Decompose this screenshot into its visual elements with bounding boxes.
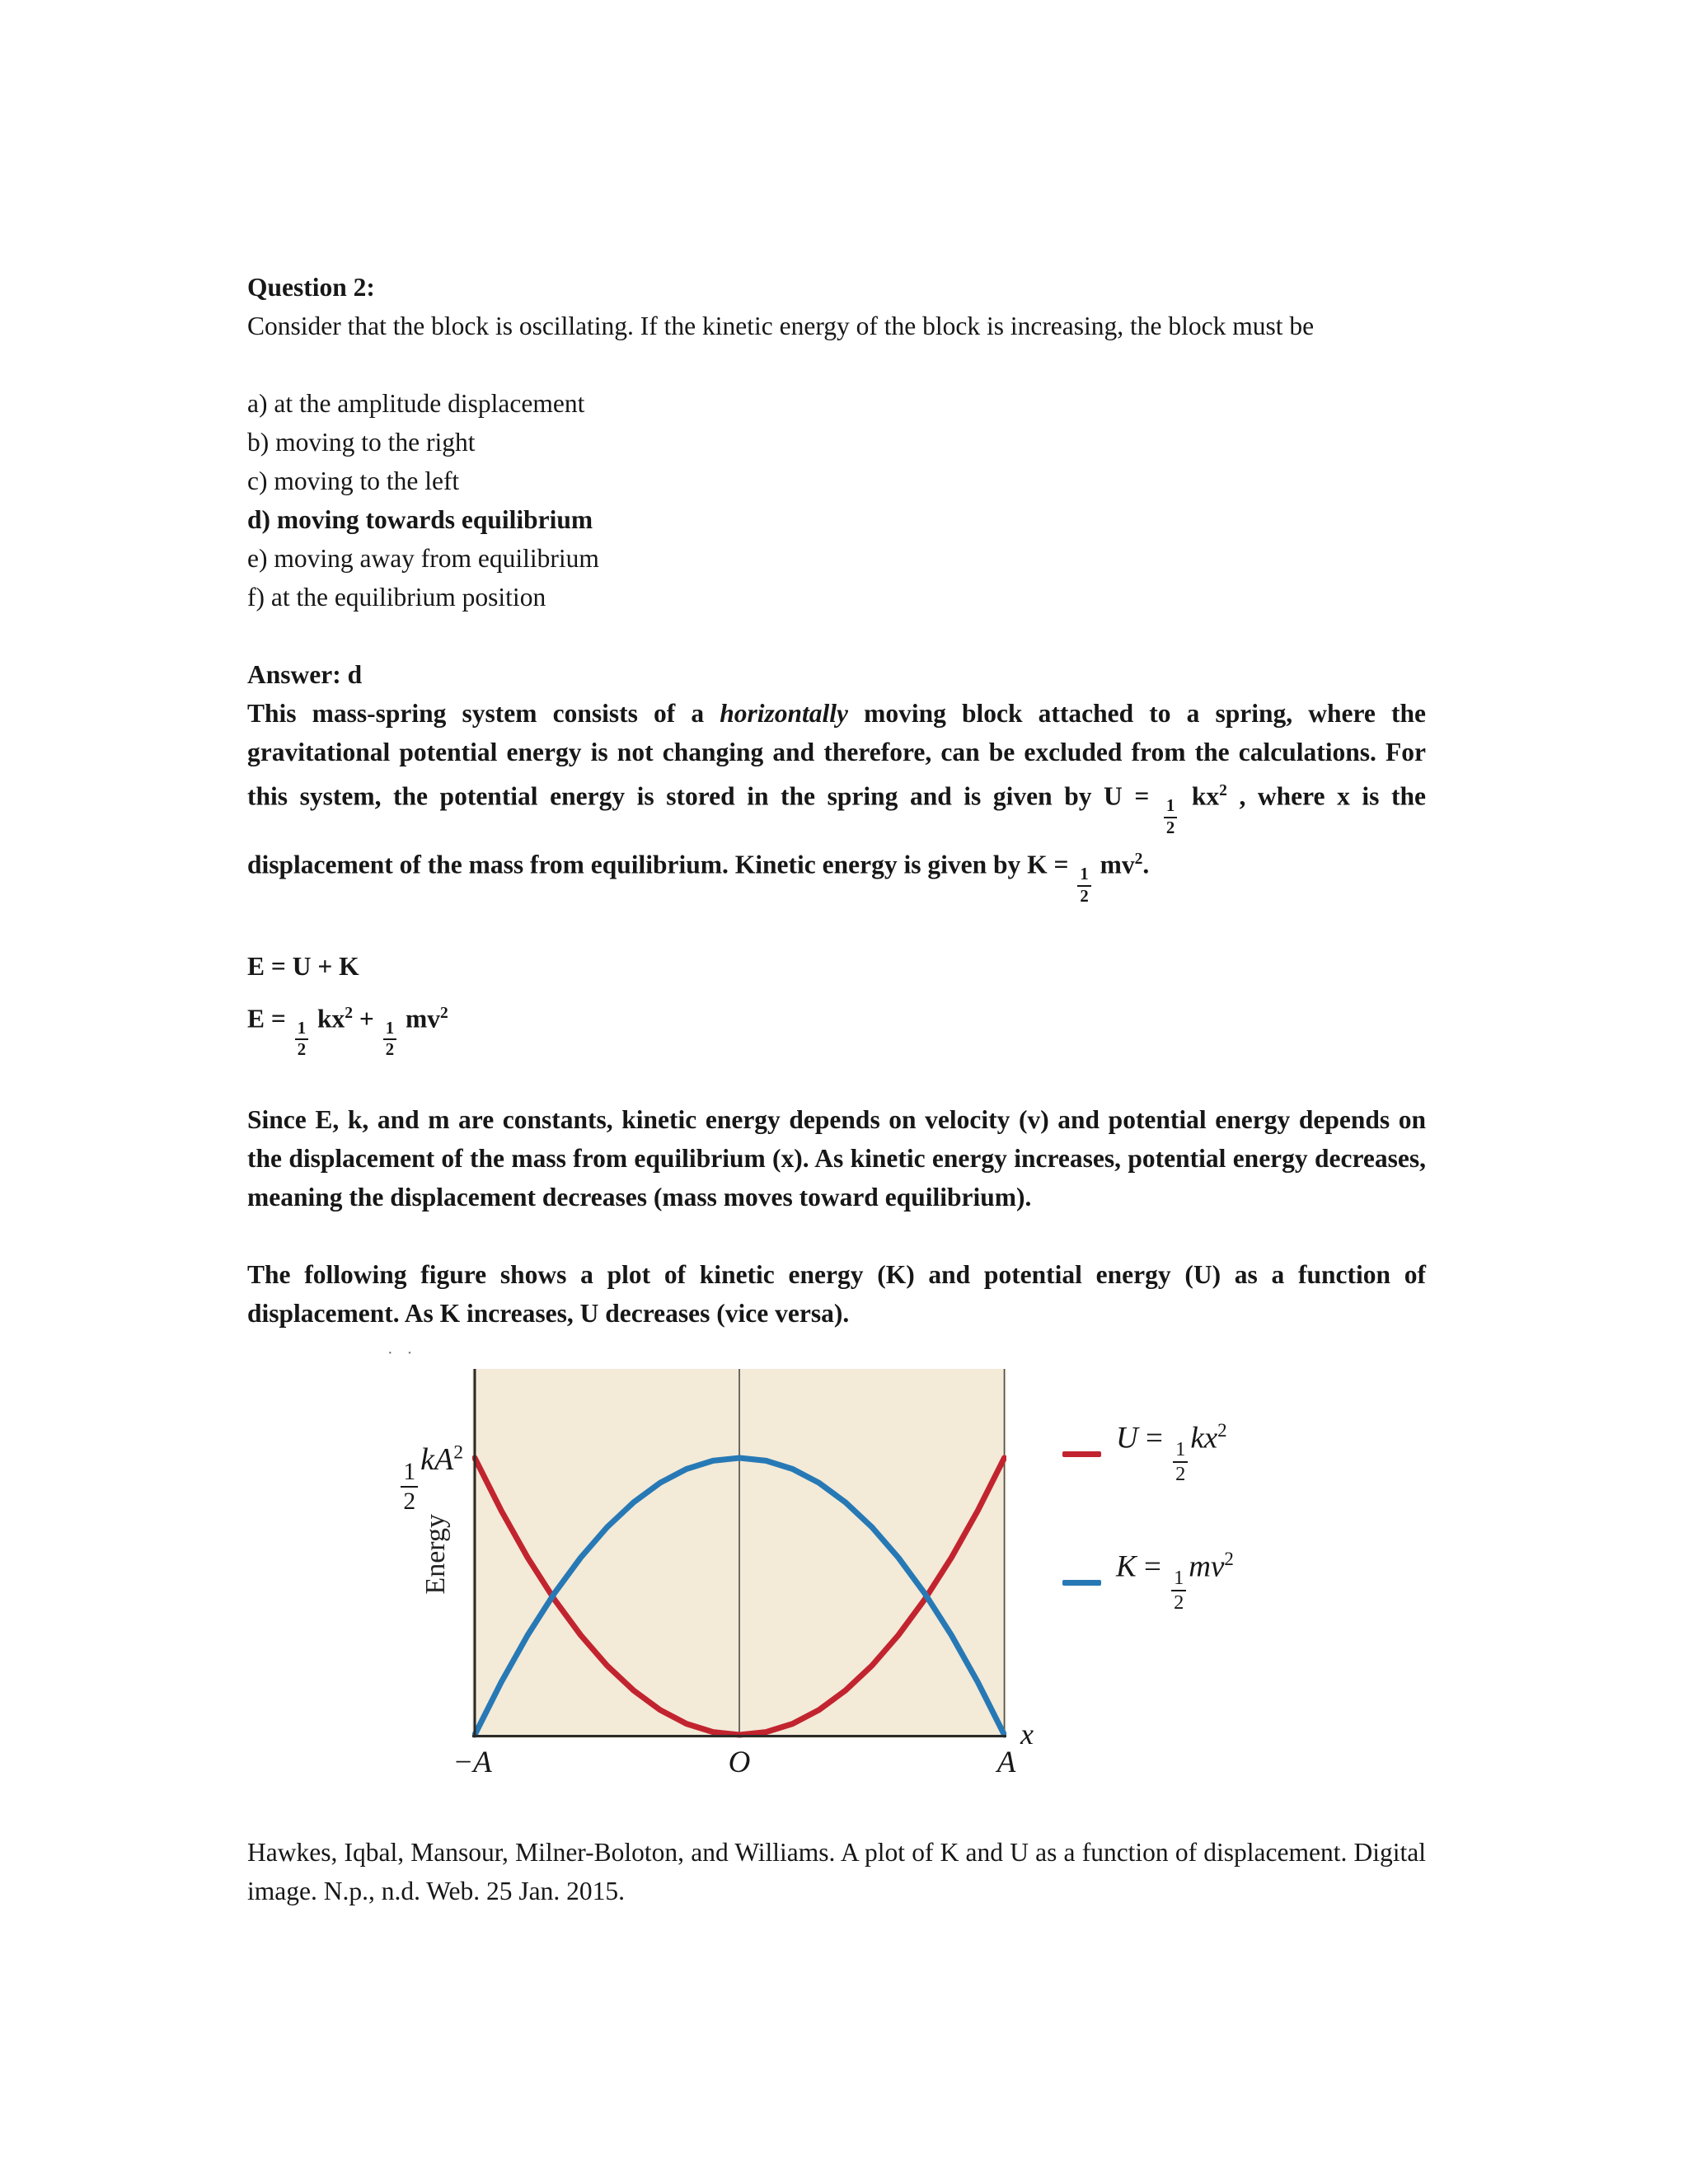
equation-energy-sum: E = $\frac{1}{2}$ $kx^2$ + $\frac{1}{2}$ $mv^2$ (247, 1004, 448, 1060)
chart-legend (1062, 1420, 1234, 1615)
figure-intro-paragraph: The following figure shows a plot of kinetic energy (K) and potential energy (U) as a function of displacement. As K increases, U decreases (vice versa). (247, 1260, 1426, 1329)
equation-total-energy: E = U + K (247, 951, 359, 981)
question-heading: Question 2: (247, 273, 375, 302)
potential-energy-swatch (1062, 1451, 1101, 1457)
x-tick-neg-A: −A (452, 1746, 492, 1780)
x-tick-A: A (996, 1746, 1016, 1780)
options-list (247, 384, 1426, 616)
option-f: f) at the equilibrium position (247, 583, 546, 612)
question-body: Consider that the block is oscillating. If the kinetic energy of the block is increasing, the block must be (247, 312, 1315, 340)
kinetic-energy-legend-label: K = $\frac{1}{2}$ $mv^2$ (1116, 1549, 1234, 1615)
option-c: c) moving to the left (247, 466, 460, 495)
energy-plot-svg (472, 1369, 1006, 1738)
option-d: d) moving towards equilibrium (247, 505, 593, 534)
potential-energy-legend-label: U = $\frac{1}{2}$ $kx^2$ (1116, 1420, 1227, 1486)
y-axis-label: Energy (420, 1514, 451, 1595)
option-e: e) moving away from equilibrium (247, 544, 599, 573)
legend-item-potential (1062, 1420, 1234, 1486)
x-axis-label: x (1020, 1718, 1034, 1751)
legend-item-kinetic (1062, 1549, 1234, 1615)
y-axis-tick-label: $\frac{1}{2}$ $kA^2$ (338, 1441, 463, 1517)
constants-paragraph: Since E, k, and m are constants, kinetic energy depends on velocity (v) and potential energy depends on the displacement of the mass from equilibrium (x). As kinetic energy increases, potential energy decreases, meaning the displacement decreases (mass moves toward equilibrium). (247, 1105, 1426, 1212)
option-a: a) at the amplitude displacement (247, 389, 585, 418)
answer-explanation: This mass-spring system consists of a horizontally moving block attached to a spring, where the gravitational potential energy is not changing and therefore, can be excluded from the calculations. For this system, the potential energy is stored in the spring and is given by U = $\frac{1}{2}$ $kx^2$ , where x is the displacement of the mass from equilibrium. Kinetic energy is given by K = $\frac{1}{2}$ $mv^2$. (247, 699, 1426, 906)
scan-artifact: · · (387, 1344, 418, 1363)
plot-area (472, 1369, 1006, 1738)
citation: Hawkes, Iqbal, Mansour, Milner-Boloton, and Williams. A plot of K and U as a function of displacement. Digital image. N.p., n.d. Web. 25 Jan. 2015. (247, 1838, 1426, 1906)
answer-heading: Answer: d (247, 660, 363, 689)
energy-vs-displacement-figure (247, 1344, 1426, 1800)
option-b: b) moving to the right (247, 428, 476, 457)
equations-block (247, 947, 1426, 1062)
answer-section (247, 655, 1426, 908)
x-tick-origin: O (728, 1746, 751, 1780)
kinetic-energy-swatch (1062, 1580, 1101, 1586)
